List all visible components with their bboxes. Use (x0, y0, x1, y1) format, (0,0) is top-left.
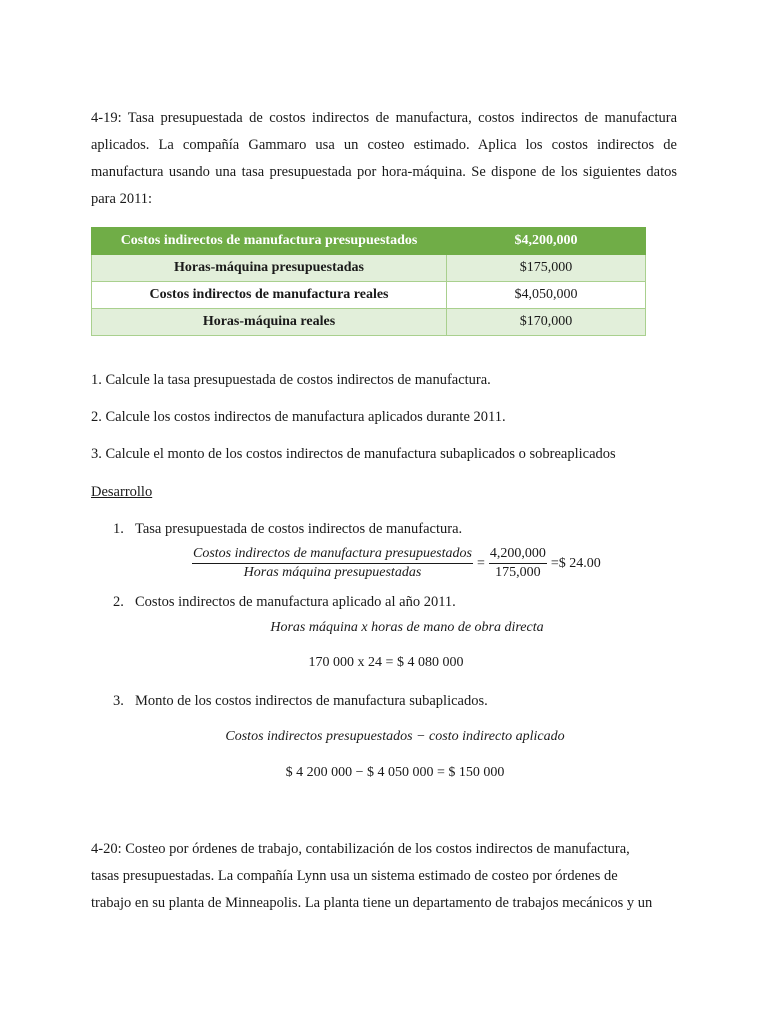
formula-applied-calc: 170 000 x 24 = $ 4 080 000 (308, 655, 464, 670)
table-row (92, 309, 646, 336)
table-cell-value: $175,000 (447, 255, 646, 282)
fraction-numeric (489, 546, 547, 581)
table-cell-label: Costos indirectos de manufactura reales (92, 282, 447, 309)
solution-item-2 (113, 594, 456, 611)
item-number: 1. (113, 521, 124, 537)
fraction-denominator: Horas máquina presupuestadas (243, 565, 422, 580)
problem-4-19-intro: 4-19: Tasa presupuestada de costos indirectos de manufactura, costos indirectos de manufactura aplicados. La compañía Gammaro usa un costeo estimado. Aplica los costos indirectos de manufactura usando una tasa presupuestada por hora-máquina. Se dispone de los siguientes datos para 2011: (91, 110, 677, 207)
fraction-denominator-value: 175,000 (495, 565, 541, 580)
table-row (92, 228, 646, 255)
solution-heading: Desarrollo (91, 484, 153, 500)
table-row (92, 282, 646, 309)
equals-sign: = (476, 555, 485, 571)
item-text: Costos indirectos de manufactura aplicado al año 2011. (135, 594, 456, 610)
problem-4-20-intro: 4-20: Costeo por órdenes de trabajo, contabilización de los costos indirectos de manufactura, tasas presupuestadas. La compañía Lynn usa un sistema estimado de costeo por órdenes de trabajo en su planta de Minneapolis. La planta tiene un departamento de trabajos mecánicos y un (91, 841, 653, 911)
table-row (92, 255, 646, 282)
question-3: 3. Calcule el monto de los costos indirectos de manufactura subaplicados o sobreaplicados (91, 446, 616, 462)
table-cell-value: $4,200,000 (447, 228, 646, 255)
fraction-numerator-value: 4,200,000 (489, 546, 547, 564)
table-cell-label: Horas-máquina reales (92, 309, 447, 336)
table-cell-value: $170,000 (447, 309, 646, 336)
formula-result: =$ 24.00 (550, 555, 601, 571)
item-number: 2. (113, 594, 124, 610)
solution-item-3 (113, 693, 488, 710)
fraction-numerator: Costos indirectos de manufactura presupuestados (192, 546, 473, 564)
question-1: 1. Calcule la tasa presupuestada de costos indirectos de manufactura. (91, 372, 491, 388)
formula-applied-text: Horas máquina x horas de mano de obra directa (270, 620, 544, 635)
formula-underapplied-text: Costos indirectos presupuestados − costo indirecto aplicado (225, 729, 565, 744)
table-cell-label: Costos indirectos de manufactura presupuestados (92, 228, 447, 255)
fraction-symbolic (192, 546, 473, 581)
formula-rate (192, 546, 601, 581)
table-cell-label: Horas-máquina presupuestadas (92, 255, 447, 282)
item-text: Monto de los costos indirectos de manufactura subaplicados. (135, 693, 488, 709)
formula-underapplied-calc: $ 4 200 000 − $ 4 050 000 = $ 150 000 (285, 765, 505, 780)
table-cell-value: $4,050,000 (447, 282, 646, 309)
item-text: Tasa presupuestada de costos indirectos de manufactura. (135, 521, 463, 537)
item-number: 3. (113, 693, 124, 709)
question-2: 2. Calcule los costos indirectos de manufactura aplicados durante 2011. (91, 409, 506, 425)
solution-item-1 (113, 521, 462, 538)
data-table (91, 227, 646, 336)
